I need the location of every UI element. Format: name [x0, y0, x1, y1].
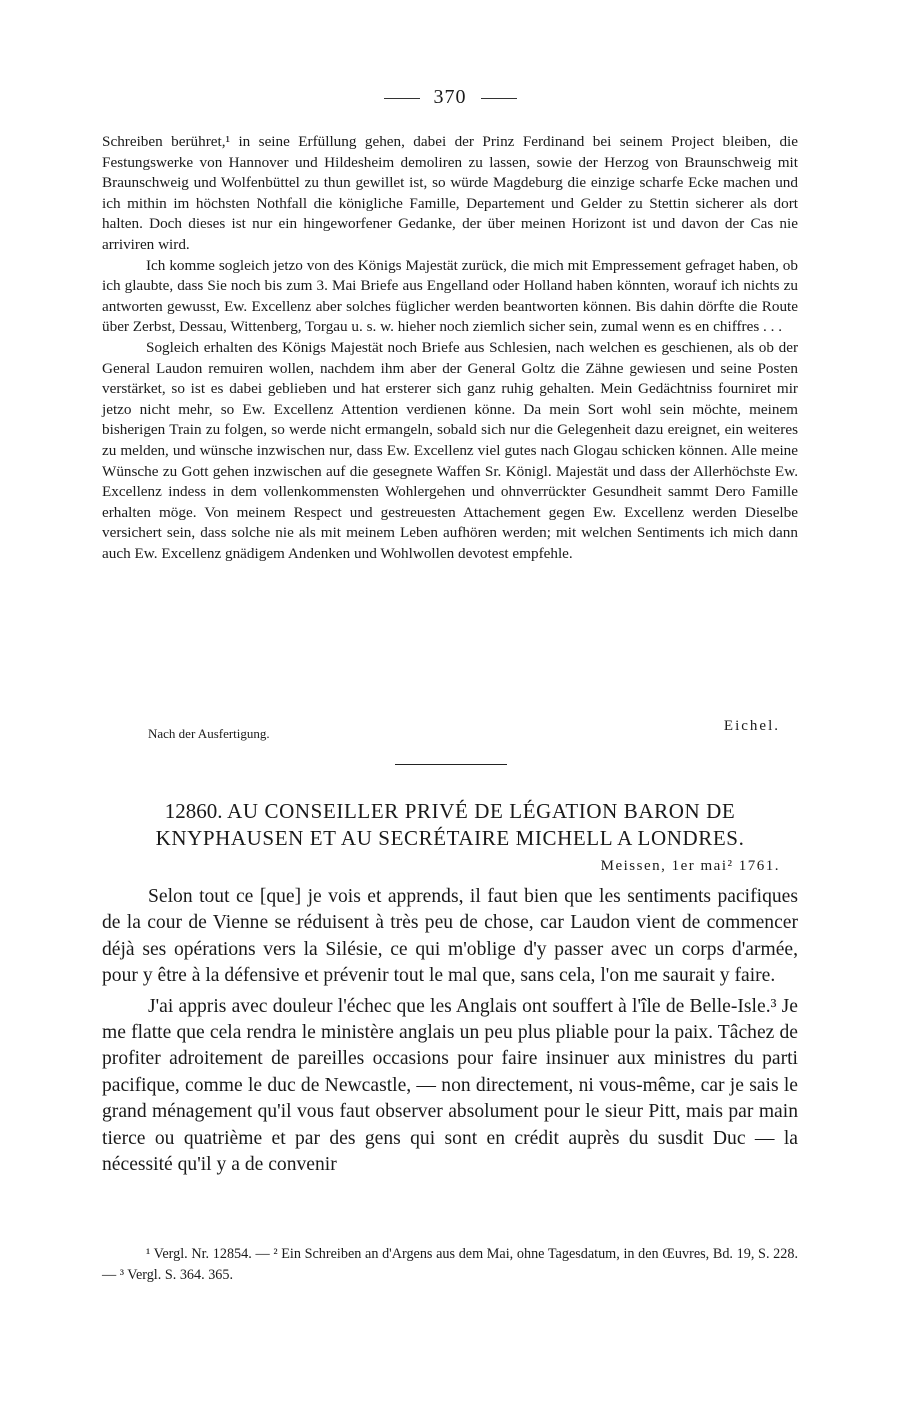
section-separator	[395, 764, 507, 765]
footnote-text: ¹ Vergl. Nr. 12854. — ² Ein Schreiben an d'Argens aus dem Mai, ohne Tagesdatum, in den Œuvres, Bd. 19, S. 228. — ³ Vergl. S. 364. 365.	[102, 1246, 798, 1283]
letter-body	[102, 132, 798, 564]
page-number: 370	[433, 86, 467, 108]
footnotes	[102, 1244, 798, 1285]
source-note: Nach der Ausfertigung.	[148, 726, 270, 741]
dateline: Meissen, 1er mai² 1761.	[600, 858, 780, 874]
signature: Eichel.	[723, 718, 780, 734]
header-rule-right	[481, 98, 517, 99]
document-body	[102, 884, 798, 1178]
body-paragraph: Selon tout ce [que] je vois et apprends, il faut bien que les sentiments pacifiques de la cour de Vienne se réduisent à très peu de chose, car Laudon vient de commencer déjà ses opérations vers la Silésie, ce qui m'oblige d'y passer avec un corps d'armée, pour y être à la défensive et prévenir tout le mal que, sans cela, l'on me saurait y faire.	[102, 886, 798, 987]
letter-paragraph: Sogleich erhalten des Königs Majestät noch Briefe aus Schlesien, nach welchen es geschienen, als ob der General Laudon remuiren wollen, nachdem ihm aber der General Goltz die Zähne gewiesen und seine Posten verstärket, so ist es dabei geblieben und hat ersterer sich ganz ruhig gehalten. Mein Gedächtniss fourniret mir jetzo nicht mehr, so Ew. Excellenz Attention verdienen könne. Da mein Sort wohl sein möchte, meinem bisherigen Train zu folgen, so werde nicht ermangeln, sobald sich nur die Gelegenheit dazu ereignet, ein weiteres zu melden, und wünsche inzwischen nur, dass Ew. Excellenz viel gutes nach Glogau schicken können. Alle meine Wünsche zu Gott gehen inzwischen auf die gesegnete Waffen Sr. Königl. Majestät und dass der Allerhöchste Ew. Excellenz indess in dem vollenkommensten Wohlergehen und ohnverrückter Gesundheit sammt Dero Famille erhalten möge. Von meinem Respect und gestreuesten Attachement gegen Ew. Excellenz werden Dieselbe versichert sein, dass solche nie als mit meinem Leben aufhören werden; mit welchen Sentiments ich mich dann auch Ew. Excellenz gnädigem Andenken und Wohlwollen devotest empfehle.	[102, 338, 798, 562]
document-title	[102, 798, 798, 852]
body-paragraph: J'ai appris avec douleur l'échec que les Anglais ont souffert à l'île de Belle-Isle.³ Je me flatte que cela rendra le ministère anglais un peu plus pliable pour la paix. Tâchez de profiter adroitement de pareilles occasions pour faire insinuer aux ministres du parti pacifique, comme le duc de Newcastle, — non directement, ni vous-même, car je sais le grand ménagement qu'il vous faut observer absolument pour le sieur Pitt, mais par main tierce ou quatrième et par des gens qui sont en crédit auprès du susdit Duc — la nécessité qu'il y a de convenir	[102, 995, 798, 1176]
page-header	[0, 86, 900, 109]
letter-paragraph: Schreiben berühret,¹ in seine Erfüllung gehen, dabei der Prinz Ferdinand bei seinem Project bleiben, die Festungswerke von Hannover und Hildesheim demoliren zu lassen, sowie der Herzog von Braunschweig mit Braunschweig und Wolfenbüttel zu thun gewillet ist, so würde Magdeburg die einzige scharfe Ecke machen und ich mithin im höchsten Nothfall die königliche Famille, Departement und Gelder zu Stettin sicherer als dort halten. Doch dieses ist nur ein hingeworfener Gedanke, der über meinen Horizont ist und davon der Cas nie arriviren wird.	[102, 133, 798, 253]
document-addressee: AU CONSEILLER PRIVÉ DE LÉGATION BARON DE KNYPHAUSEN ET AU SECRÉTAIRE MICHELL A LONDRES.	[155, 799, 745, 850]
letter-paragraph: Ich komme sogleich jetzo von des Königs Majestät zurück, die mich mit Empressement gefraget haben, ob ich glaubte, dass Sie noch bis zum 3. Mai Briefe aus Engelland oder Holland haben könnten, worauf ich nichts zu antworten gewusst, Ew. Excellenz aber solches füglicher werden beantworten können. Bis dahin dörfte die Route über Zerbst, Dessau, Wittenberg, Torgau u. s. w. hieher noch ziemlich sicher sein, zumal wenn es en chiffres . . .	[102, 256, 798, 336]
letter-closing	[102, 718, 780, 742]
document-number: 12860.	[164, 799, 223, 823]
header-rule-left	[384, 98, 420, 99]
